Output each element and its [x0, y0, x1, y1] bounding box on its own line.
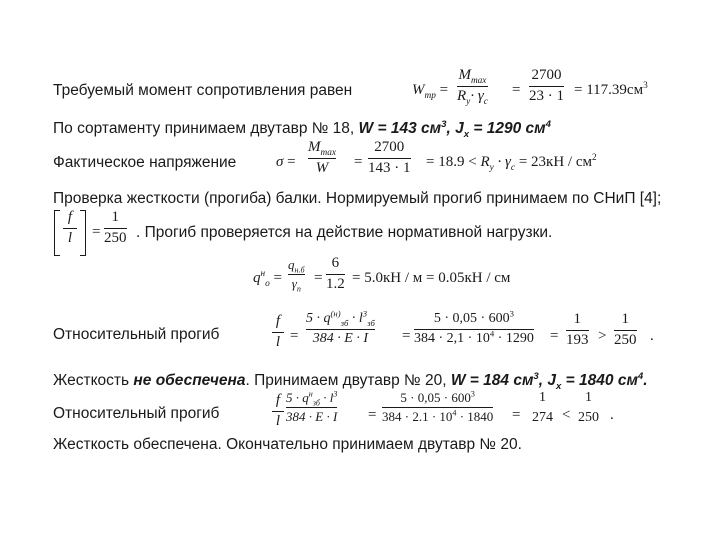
formula-w-required-lhs [412, 82, 448, 99]
gamma-subscript: c [483, 96, 488, 107]
fraction-bar [308, 158, 336, 159]
eq-sign: = [512, 407, 521, 423]
num-part: 5 · q [306, 311, 331, 326]
q-subscript: н.б [294, 265, 305, 275]
w-value: W = 184 $см^3$, [450, 370, 544, 389]
q-symbol: q [253, 270, 261, 286]
r-subscript: y [489, 163, 494, 173]
fraction-numerator: 1 [111, 209, 119, 225]
fraction-bar [578, 408, 599, 409]
fraction-numerator: f [67, 209, 73, 225]
fraction-f-over-l [272, 314, 284, 351]
fraction-numerator: f [275, 313, 281, 329]
eq-sign: = [352, 270, 361, 286]
fraction-numerator: f [275, 392, 281, 408]
j-text: J [455, 120, 464, 137]
fraction-denominator: 23 · 1 [529, 87, 564, 104]
fraction-denominator: l [275, 333, 281, 350]
text-stiffness: Жесткость [53, 372, 130, 389]
fraction-bar [306, 329, 375, 330]
text-accept-20: . Принимаем двутавр № 20, [245, 372, 447, 389]
m-symbol: M [308, 139, 321, 155]
fraction-numerator [286, 389, 338, 408]
superscript: 4 [489, 328, 495, 339]
result-exponent: 2 [591, 153, 597, 163]
fraction-denominator: 274 [532, 409, 553, 425]
fraction-denominator: 250 [614, 331, 637, 348]
fraction-deflection-formula [286, 391, 337, 423]
fraction-bar [272, 332, 284, 333]
fraction-bar [288, 274, 305, 275]
fraction-denominator: 250 [104, 229, 127, 246]
sigma-lhs [276, 154, 296, 171]
text-relative-deflection-2: Относительный прогиб [53, 405, 220, 422]
fraction-numerator [400, 391, 474, 405]
text-required-moment: Требуемый момент сопротивления равен [53, 82, 353, 99]
w-value: W = 143 $см^3$, [358, 118, 451, 137]
fraction-bar [614, 330, 637, 331]
j-rest: = 1840 см [565, 372, 638, 389]
text-intro: По сортаменту принимаем двутавр № 18, [53, 120, 355, 137]
eq-sign: = [426, 154, 435, 170]
exponent: 3 [441, 118, 447, 130]
fraction-numerator: 1 [539, 390, 546, 405]
exponent: 4 [637, 370, 644, 382]
result-value: 5.0кН / м = 0.05кН / см [364, 270, 511, 286]
fraction-numerator: 1 [621, 311, 629, 327]
eq-sign: = [550, 328, 559, 344]
den-part: · 1290 [494, 330, 534, 346]
text-final-beam-20: Жесткость обеспечена. Окончательно принимаем двутавр № 20. [53, 436, 522, 453]
fraction-numerator [433, 308, 514, 327]
q-symbol: q [288, 257, 295, 272]
fraction-bar [457, 86, 488, 87]
fraction-1-over-250 [578, 391, 599, 425]
eq-sign: = [518, 154, 528, 170]
num-part: 5 · 0,05 · 600 [433, 311, 510, 326]
fraction-bar [368, 158, 411, 159]
fraction-bar [382, 407, 493, 408]
r-symbol: R [480, 154, 490, 170]
period: . [610, 407, 614, 423]
fraction-numerator: 1 [585, 390, 592, 405]
fraction-bar [63, 228, 77, 229]
fraction-1-over-250 [104, 210, 127, 247]
m-subscript: max [320, 148, 336, 158]
fraction-1-over-193 [566, 312, 589, 349]
result-exponent: 3 [643, 81, 648, 91]
fraction-deflection-formula [306, 308, 375, 346]
gamma-subscript: c [510, 163, 516, 173]
j-subscript: x [556, 381, 562, 393]
fraction-f-over-l [272, 393, 284, 430]
fraction-numerator [458, 68, 486, 84]
fraction-denominator: 384 · E · I [286, 408, 338, 424]
j-value: $J_x = 1840$ $см^4$. [547, 370, 648, 393]
fraction-numeric-1840 [382, 391, 493, 423]
result-value: 117.39см [586, 82, 644, 98]
m-subscript: max [470, 76, 487, 86]
fraction-denominator: 250 [578, 409, 599, 425]
m-symbol: M [458, 67, 471, 83]
fraction-m-over-w [308, 140, 336, 177]
num-part: · l [348, 311, 363, 326]
den-part: 384 · 2,1 · 10 [414, 330, 490, 346]
eq-sign: = [314, 270, 323, 286]
fraction-numerator: 2700 [531, 67, 562, 83]
gamma-symbol: · γ [497, 154, 511, 170]
q-subscript: о [265, 279, 270, 289]
fraction-numerator [288, 257, 305, 275]
subscript: зб [340, 317, 349, 328]
fraction-bar [326, 274, 345, 275]
j-subscript: x [463, 129, 470, 141]
superscript: 3 [333, 389, 338, 399]
fraction-bar [532, 408, 553, 409]
fraction-denominator: W [315, 159, 329, 176]
result-value: 23кН / см [531, 154, 592, 170]
eq-sign: = [402, 328, 411, 344]
fraction-numerator: 6 [331, 255, 340, 271]
fraction-2700-over-143 [368, 140, 411, 177]
fraction-bar [529, 86, 564, 87]
text-stiffness-check: Проверка жесткости (прогиба) балки. Нормируемый прогиб принимаем по СНиП [4]; [53, 190, 662, 207]
text-actual-stress: Фактическое напряжение [53, 154, 237, 171]
period: . [650, 328, 654, 344]
subscript: зб [367, 317, 375, 328]
num-part: 5 · q [286, 390, 309, 405]
fraction-6-over-1-2 [326, 256, 345, 293]
eq-sign: = [368, 407, 377, 423]
fraction-numeric-1290 [414, 308, 534, 346]
subscript: зб [312, 398, 320, 408]
superscript: 3 [362, 308, 368, 319]
result-w-required [574, 82, 648, 99]
exponent: 3 [533, 370, 539, 382]
w-text: W = 143 см [358, 120, 442, 137]
fraction-denominator [414, 328, 534, 347]
fraction-denominator: l [67, 229, 73, 246]
w-symbol: W [412, 82, 425, 98]
fraction-numerator: 2700 [374, 139, 405, 155]
fraction-f-over-l [63, 210, 77, 247]
fraction-bar [566, 330, 589, 331]
fraction-denominator: 143 · 1 [368, 159, 411, 176]
den-part: · 1840 [456, 408, 494, 424]
fraction-bar [104, 228, 127, 229]
gamma-symbol: γ [291, 275, 297, 291]
j-value [455, 118, 551, 141]
fraction-numerator: 1 [573, 311, 581, 327]
fraction-denominator [457, 89, 488, 105]
fraction-denominator: 193 [566, 331, 589, 348]
fraction-denominator: l [275, 412, 281, 429]
stress-comparison [426, 154, 597, 171]
j-rest: = 1290 см [473, 120, 546, 137]
exponent: 4 [545, 118, 551, 130]
eq-sign: = [273, 270, 282, 286]
text-select-beam-18 [53, 118, 551, 141]
num-part: 5 · 0,05 · 600 [400, 390, 471, 405]
superscript: (н) [330, 308, 341, 319]
right-bracket [80, 210, 86, 256]
fraction-2700-over-23 [529, 68, 564, 105]
gt-sign: > [598, 328, 607, 344]
fraction-bar [414, 329, 534, 330]
q-normative-lhs [253, 270, 282, 287]
superscript: 4 [452, 408, 457, 418]
w-subscript: тр [424, 91, 436, 101]
fraction-denominator: 384 · E · I [312, 330, 369, 346]
eq-sign: = [354, 154, 363, 170]
eq-sign: = [92, 224, 101, 240]
gamma-subscript: n [296, 284, 301, 294]
superscript: 3 [509, 308, 514, 319]
eq-sign: = [290, 328, 299, 344]
eq-sign: = [439, 82, 449, 98]
r-symbol: R [457, 87, 467, 104]
fraction-numerator [308, 140, 336, 156]
num-part: · l [319, 390, 334, 405]
stress-value: 18.9 < [438, 154, 477, 170]
fraction-denominator: 1.2 [326, 275, 345, 292]
fraction-numerator [306, 308, 375, 328]
left-bracket [54, 210, 60, 256]
text-relative-deflection-1: Относительный прогиб [53, 326, 220, 343]
fraction-denominator [291, 275, 301, 294]
gamma-symbol: · γ [470, 87, 484, 104]
sigma-symbol: σ [276, 154, 284, 170]
den-part: 384 · 2.1 · 10 [382, 408, 453, 424]
text-not-ensured: не обеспечена [133, 372, 246, 389]
fraction-q-over-gamma [288, 257, 305, 294]
superscript: 3 [470, 389, 475, 399]
fraction-bar [286, 407, 337, 408]
fraction-m-over-ry [457, 68, 488, 105]
fraction-denominator [382, 410, 493, 424]
lt-sign: < [562, 407, 571, 423]
text-deflection-note: . Прогиб проверяется на действие нормативной нагрузки. [136, 224, 553, 241]
fraction-1-over-274 [532, 391, 553, 425]
q-normative-result [352, 270, 510, 287]
eq-sign: = [287, 154, 296, 170]
q-superscript: н [260, 269, 266, 279]
text-select-beam-20 [53, 370, 648, 393]
r-subscript: y [466, 96, 471, 107]
fraction-1-over-250 [614, 312, 637, 349]
eq-sign: = [574, 82, 583, 98]
j-text: J [547, 372, 557, 389]
w-text: W = 184 см [450, 372, 534, 389]
fraction-bar [272, 411, 284, 412]
eq-sign: = [512, 82, 521, 98]
superscript: н [308, 389, 313, 399]
